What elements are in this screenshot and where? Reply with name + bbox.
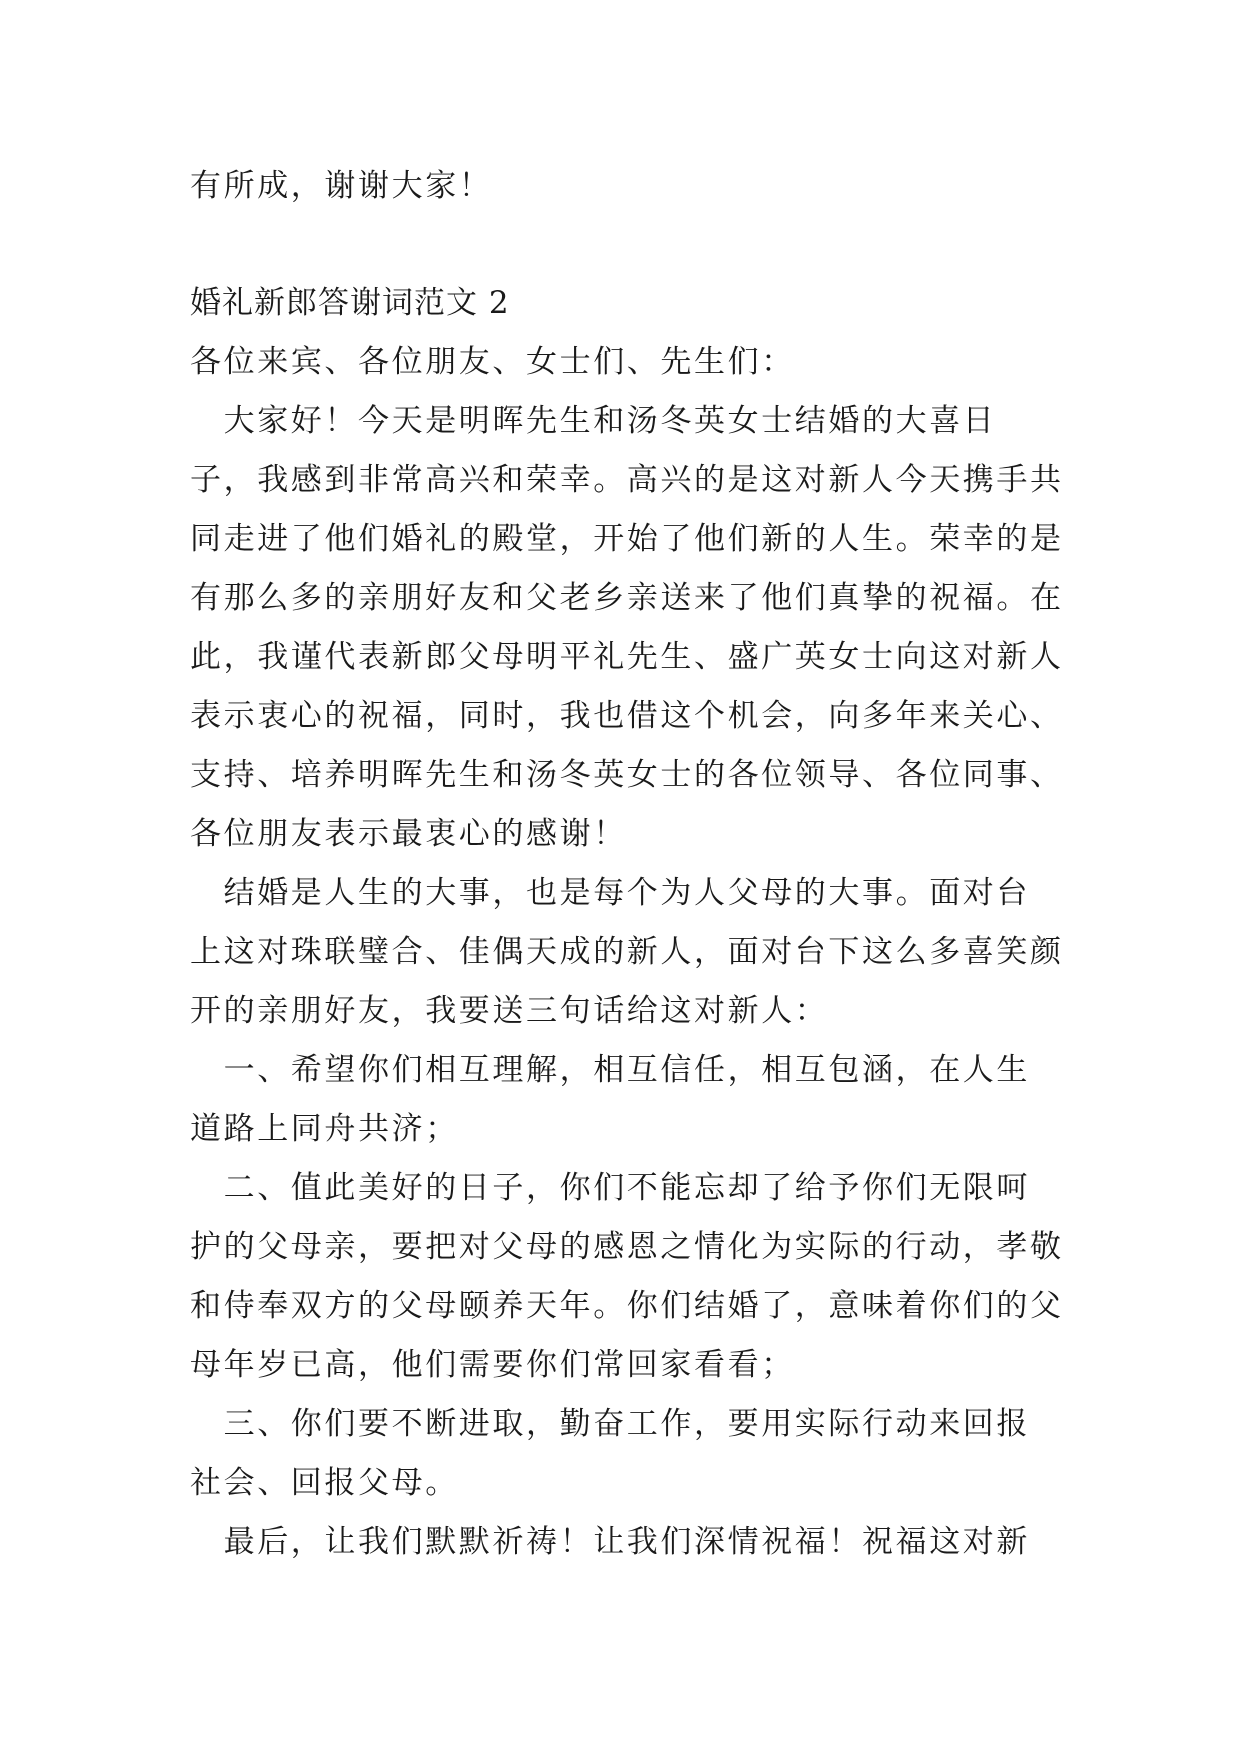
text-line: 有所成，谢谢大家！ <box>190 168 493 204</box>
salutation: 各位来宾、各位朋友、女士们、先生们： <box>190 344 795 380</box>
text-line: 二、值此美好的日子，你们不能忘却了给予你们无限呵 <box>190 1170 1030 1206</box>
text-line: 社会、回报父母。 <box>190 1465 459 1501</box>
text-line: 此，我谨代表新郎父母明平礼先生、盛广英女士向这对新人 <box>190 639 1064 675</box>
text-line: 母年岁已高，他们需要你们常回家看看； <box>190 1347 795 1383</box>
text-line: 大家好！今天是明晖先生和汤冬英女士结婚的大喜日 <box>190 403 997 439</box>
text-line: 表示衷心的祝福，同时，我也借这个机会，向多年来关心、 <box>190 698 1064 734</box>
text-line: 最后，让我们默默祈祷！让我们深情祝福！祝福这对新 <box>190 1524 1030 1560</box>
text-line: 道路上同舟共济； <box>190 1111 459 1147</box>
text-line: 支持、培养明晖先生和汤冬英女士的各位领导、各位同事、 <box>190 757 1064 793</box>
text-line: 结婚是人生的大事，也是每个为人父母的大事。面对台 <box>190 875 1030 911</box>
text-line: 各位朋友表示最衷心的感谢！ <box>190 816 627 852</box>
text-line: 开的亲朋好友，我要送三句话给这对新人： <box>190 993 829 1029</box>
text-line: 一、希望你们相互理解，相互信任，相互包涵，在人生 <box>190 1052 1030 1088</box>
text-line: 有那么多的亲朋好友和父老乡亲送来了他们真挚的祝福。在 <box>190 580 1064 616</box>
text-line: 上这对珠联璧合、佳偶天成的新人，面对台下这么多喜笑颜 <box>190 934 1064 970</box>
text-line: 同走进了他们婚礼的殿堂，开始了他们新的人生。荣幸的是 <box>190 521 1064 557</box>
text-line: 和侍奉双方的父母颐养天年。你们结婚了，意味着你们的父 <box>190 1288 1064 1324</box>
text-line: 护的父母亲，要把对父母的感恩之情化为实际的行动，孝敬 <box>190 1229 1064 1265</box>
text-line: 三、你们要不断进取，勤奋工作，要用实际行动来回报 <box>190 1406 1030 1442</box>
section-title: 婚礼新郎答谢词范文 2 <box>190 285 510 321</box>
text-line: 子，我感到非常高兴和荣幸。高兴的是这对新人今天携手共 <box>190 462 1064 498</box>
